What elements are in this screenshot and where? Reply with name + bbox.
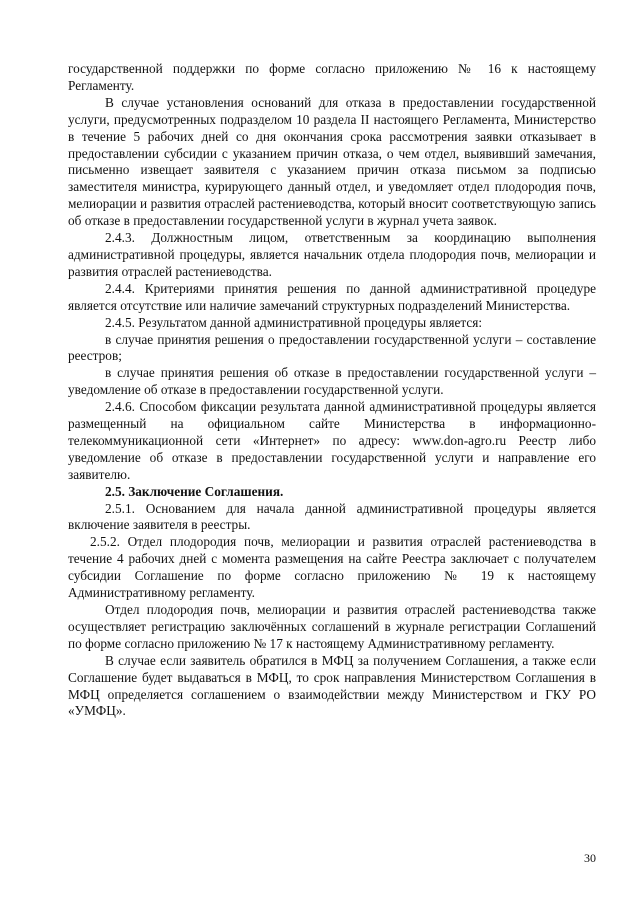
paragraph-2-4-6: 2.4.6. Способом фиксации результата данной административной процедуры является размещенный на официальном сайте Министерства в информационно-телекоммуникационной сети «Интернет» по адресу: www.don-agro.ru Реестр либо уведомление об отказе в предоставлении государственной услуги и направление его заявителю. [68, 399, 596, 482]
paragraph-2-4-3: 2.4.3. Должностным лицом, ответственным за координацию выполнения административной процедуры, является начальник отдела плодородия почв, мелиорации и развития отраслей растениеводства. [68, 230, 596, 279]
paragraph-registration: Отдел плодородия почв, мелиорации и развития отраслей растениеводства также осуществляет регистрацию заключённых соглашений в журнале регистрации Соглашений по форме согласно приложению № 17 к настоящему Административному регламенту. [68, 602, 596, 651]
paragraph-mfc: В случае если заявитель обратился в МФЦ за получением Соглашения, а также если Соглашение будет выдаваться в МФЦ, то срок направления Министерством Соглашения в МФЦ определяется соглашением о взаимодействии между Министерством и ГКУ РО «УМФЦ». [68, 652, 596, 719]
paragraph-continuation: государственной поддержки по форме согласно приложению № 16 к настоящему Регламенту. [68, 61, 596, 93]
paragraph-2-4-4: 2.4.4. Критериями принятия решения по данной административной процедуре является отсутствие или наличие замечаний структурных подразделений Министерства. [68, 280, 596, 313]
paragraph-result-grant: в случае принятия решения о предоставлении государственной услуги – составление реестров; [68, 331, 596, 364]
section-heading-2-5: 2.5. Заключение Соглашения. [105, 483, 284, 499]
page-number: 30 [584, 851, 596, 865]
paragraph-2-5-1: 2.5.1. Основанием для начала данной административной процедуры является включение заявителя в реестры. [68, 500, 596, 533]
document-page [68, 61, 596, 720]
paragraph-2-4-5: 2.4.5. Результатом данной административной процедуры является: [105, 314, 483, 330]
paragraph-2-5-2: 2.5.2. Отдел плодородия почв, мелиорации и развития отраслей растениеводства в течение 4 рабочих дней с момента размещения на сайте Реестра заключает с получателем субсидии Соглашение по форме согласно приложению № 19 к настоящему Административному регламенту. [68, 534, 596, 601]
paragraph-refusal-grounds: В случае установления оснований для отказа в предоставлении государственной услуги, предусмотренных подразделом 10 раздела II настоящего Регламента, Министерство в течение 5 рабочих дней со дня окончания срока рассмотрения заявки отказывает в предоставлении субсидии с указанием причин отказа, о чем отдел, выявивший замечания, письменно извещает заявителя с указанием причин отказа письмом за подписью заместителя министра, курирующего данный отдел, и уведомляет отдел плодородия почв, мелиорации и развития отраслей растениеводства, который вносит соответствующую запись об отказе в предоставлении государственной услуги в журнал учета заявок. [68, 94, 596, 229]
paragraph-result-refusal: в случае принятия решения об отказе в предоставлении государственной услуги – уведомление об отказе в предоставлении государственной услуги. [68, 365, 596, 398]
